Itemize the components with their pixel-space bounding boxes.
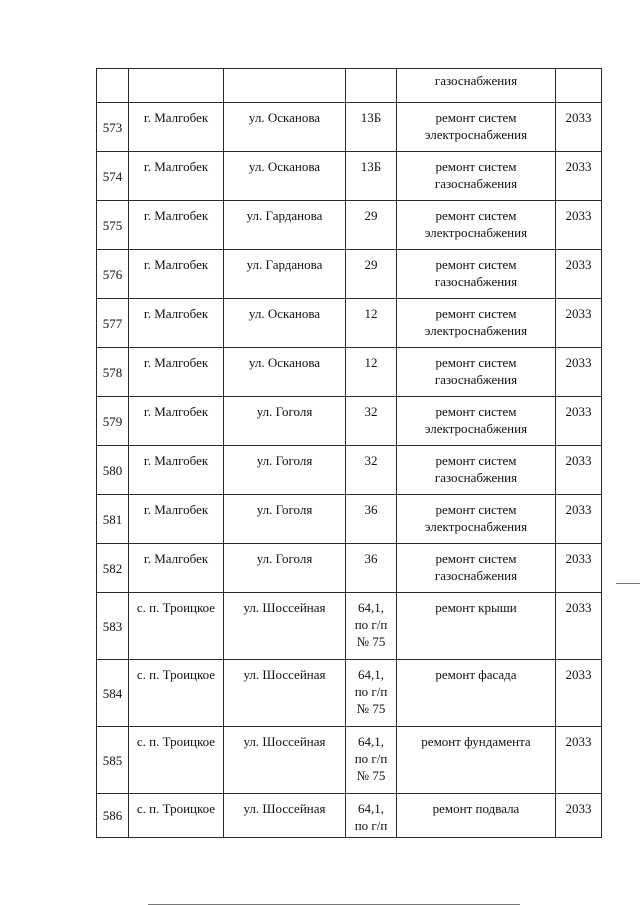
street-cell: ул. Осканова [224,152,346,201]
settlement-cell: г. Малгобек [129,397,224,446]
year-cell: 2033 [556,348,602,397]
work-type-cell: ремонт фасада [397,660,556,727]
work-type-cell: ремонт систем газоснабжения [397,152,556,201]
settlement-cell: г. Малгобек [129,103,224,152]
table-row [97,103,602,152]
right-scan-mark [616,583,640,584]
table-row [97,152,602,201]
house-line: № 75 [356,701,386,716]
settlement-cell: г. Малгобек [129,446,224,495]
work-type-cell: ремонт систем электроснабжения [397,299,556,348]
house-line: по г/п [354,751,388,766]
house-cell: 36 [346,495,397,544]
row-number-cell: 585 [97,727,129,794]
street-cell: ул. Осканова [224,103,346,152]
settlement-cell: г. Малгобек [129,152,224,201]
row-number-cell [97,69,129,103]
house-cell [346,660,397,727]
settlement-cell: с. п. Троицкое [129,593,224,660]
row-number-cell: 584 [97,660,129,727]
house-line: 64,1, [358,600,384,615]
row-number-cell: 573 [97,103,129,152]
work-type-cell: ремонт систем газоснабжения [397,446,556,495]
year-cell: 2033 [556,727,602,794]
year-cell: 2033 [556,794,602,838]
table-row [97,446,602,495]
year-cell: 2033 [556,103,602,152]
work-type-cell: газоснабжения [397,69,556,103]
house-cell: 36 [346,544,397,593]
year-cell: 2033 [556,299,602,348]
house-cell: 12 [346,348,397,397]
house-cell [346,593,397,660]
table-row [97,299,602,348]
street-cell: ул. Гоголя [224,544,346,593]
row-number-cell: 575 [97,201,129,250]
house-line: по г/п [354,684,388,699]
house-line: по г/п [354,818,388,833]
house-line: № 75 [356,768,386,783]
row-number-cell: 583 [97,593,129,660]
street-cell [224,69,346,103]
street-cell: ул. Гарданова [224,201,346,250]
settlement-cell: г. Малгобек [129,299,224,348]
house-line: 64,1, [358,801,384,816]
table-row [97,201,602,250]
house-cell: 29 [346,250,397,299]
house-cell: 12 [346,299,397,348]
year-cell: 2033 [556,250,602,299]
work-type-cell: ремонт систем газоснабжения [397,348,556,397]
row-number-cell: 580 [97,446,129,495]
work-type-cell: ремонт систем электроснабжения [397,397,556,446]
year-cell: 2033 [556,495,602,544]
settlement-cell: г. Малгобек [129,495,224,544]
street-cell: ул. Гоголя [224,446,346,495]
work-type-cell: ремонт подвала [397,794,556,838]
works-table [96,68,602,838]
settlement-cell: с. п. Троицкое [129,727,224,794]
table-row [97,727,602,794]
house-cell: 13Б [346,152,397,201]
work-type-cell: ремонт систем газоснабжения [397,250,556,299]
street-cell: ул. Осканова [224,348,346,397]
year-cell: 2033 [556,446,602,495]
work-type-cell: ремонт фундамента [397,727,556,794]
work-type-cell: ремонт систем электроснабжения [397,495,556,544]
street-cell: ул. Гарданова [224,250,346,299]
street-cell: ул. Шоссейная [224,727,346,794]
settlement-cell: г. Малгобек [129,250,224,299]
year-cell: 2033 [556,660,602,727]
settlement-cell: г. Малгобек [129,348,224,397]
row-number-cell: 574 [97,152,129,201]
table-row [97,495,602,544]
house-cell [346,794,397,838]
work-type-cell: ремонт крыши [397,593,556,660]
work-type-cell: ремонт систем электроснабжения [397,103,556,152]
table-row [97,544,602,593]
street-cell: ул. Гоголя [224,495,346,544]
year-cell: 2033 [556,593,602,660]
table-row [97,348,602,397]
row-number-cell: 582 [97,544,129,593]
house-cell: 32 [346,446,397,495]
works-table-body [97,69,602,838]
house-line: 64,1, [358,667,384,682]
street-cell: ул. Шоссейная [224,660,346,727]
work-type-cell: ремонт систем газоснабжения [397,544,556,593]
house-cell [346,69,397,103]
street-cell: ул. Осканова [224,299,346,348]
row-number-cell: 577 [97,299,129,348]
table-row [97,660,602,727]
street-cell: ул. Гоголя [224,397,346,446]
table-row-continued [97,69,602,103]
street-cell: ул. Шоссейная [224,593,346,660]
house-cell: 13Б [346,103,397,152]
year-cell: 2033 [556,201,602,250]
work-type-cell: ремонт систем электроснабжения [397,201,556,250]
house-line: № 75 [356,634,386,649]
row-number-cell: 576 [97,250,129,299]
house-cell [346,727,397,794]
settlement-cell: г. Малгобек [129,544,224,593]
settlement-cell [129,69,224,103]
year-cell: 2033 [556,544,602,593]
settlement-cell: г. Малгобек [129,201,224,250]
table-row [97,397,602,446]
year-cell [556,69,602,103]
table-row [97,250,602,299]
house-line: 64,1, [358,734,384,749]
row-number-cell: 579 [97,397,129,446]
settlement-cell: с. п. Троицкое [129,794,224,838]
table-row [97,794,602,838]
house-cell: 32 [346,397,397,446]
settlement-cell: с. п. Троицкое [129,660,224,727]
street-cell: ул. Шоссейная [224,794,346,838]
row-number-cell: 586 [97,794,129,838]
table-row [97,593,602,660]
year-cell: 2033 [556,152,602,201]
house-line: по г/п [354,617,388,632]
house-cell: 29 [346,201,397,250]
row-number-cell: 581 [97,495,129,544]
year-cell: 2033 [556,397,602,446]
row-number-cell: 578 [97,348,129,397]
